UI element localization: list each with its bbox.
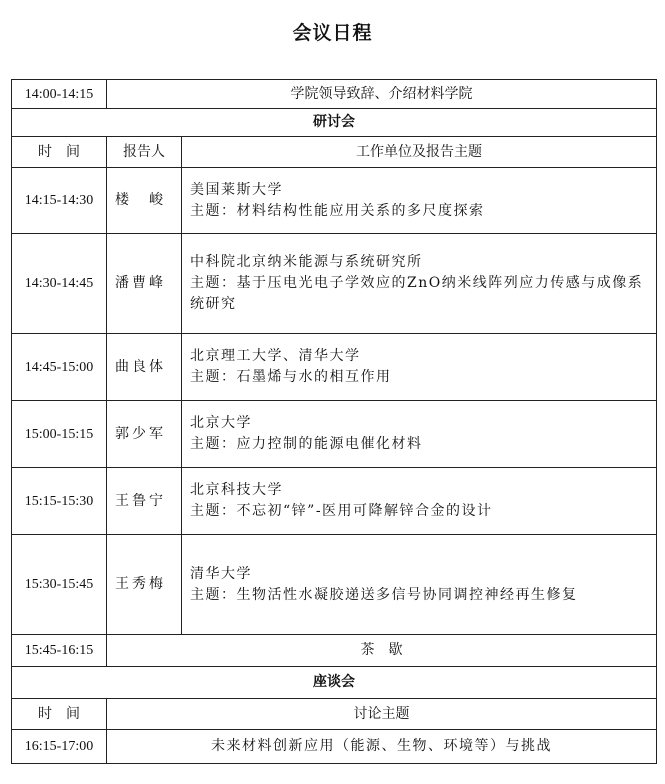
talk-topic: 主题：材料结构性能应用关系的多尺度探索	[190, 202, 485, 219]
table-row	[12, 468, 657, 535]
talk-details	[182, 535, 657, 635]
table-row	[12, 168, 657, 234]
talk-topic: 主题：石墨烯与水的相互作用	[190, 369, 392, 385]
schedule-table	[11, 79, 657, 764]
talk-speaker: 郭少军	[107, 401, 182, 468]
talk-time: 14:45-15:00	[12, 334, 107, 401]
talk-speaker: 潘曹峰	[107, 234, 182, 334]
talk-speaker: 楼 峻	[107, 168, 182, 234]
talk-time: 15:00-15:15	[12, 401, 107, 468]
forum-header-time: 时 间	[12, 699, 107, 730]
forum-header-topic: 讨论主题	[107, 699, 657, 730]
talk-details	[182, 168, 657, 234]
header-topic: 工作单位及报告主题	[182, 137, 657, 168]
table-row	[12, 535, 657, 635]
talk-details	[182, 234, 657, 334]
opening-time: 14:00-14:15	[12, 80, 107, 109]
forum-section-label: 座谈会	[12, 667, 657, 699]
break-row	[12, 635, 657, 667]
talk-org: 北京理工大学、清华大学	[190, 348, 361, 364]
opening-row	[12, 80, 657, 109]
header-time: 时 间	[12, 137, 107, 168]
section-row	[12, 109, 657, 137]
talk-org: 美国莱斯大学	[190, 181, 283, 198]
page-title: 会议日程	[292, 22, 373, 44]
talk-details	[182, 401, 657, 468]
talk-org: 北京科技大学	[190, 482, 283, 498]
break-time: 15:45-16:15	[12, 635, 107, 667]
header-speaker: 报告人	[107, 137, 182, 168]
forum-row	[12, 730, 657, 764]
talk-details	[182, 468, 657, 535]
talk-time: 14:30-14:45	[12, 234, 107, 334]
opening-content: 学院领导致辞、介绍材料学院	[107, 80, 657, 109]
talk-topic: 主题：基于压电光电子学效应的ZnO纳米线阵列应力传感与成像系统研究	[190, 275, 644, 312]
table-row	[12, 234, 657, 334]
talk-topic: 主题：生物活性水凝胶递送多信号协同调控神经再生修复	[190, 586, 578, 603]
symposium-section-label: 研讨会	[12, 109, 657, 137]
talk-org: 清华大学	[190, 565, 252, 582]
talk-speaker: 王秀梅	[107, 535, 182, 635]
table-row	[12, 401, 657, 468]
forum-time: 16:15-17:00	[12, 730, 107, 764]
talk-topic: 主题：应力控制的能源电催化材料	[190, 436, 423, 452]
forum-content: 未来材料创新应用（能源、生物、环境等）与挑战	[107, 730, 657, 764]
talk-time: 15:30-15:45	[12, 535, 107, 635]
talk-org: 北京大学	[190, 415, 252, 431]
header-row	[12, 699, 657, 730]
section-row	[12, 667, 657, 699]
talk-time: 14:15-14:30	[12, 168, 107, 234]
talk-details	[182, 334, 657, 401]
talk-org: 中科院北京纳米能源与系统研究所	[190, 254, 423, 270]
header-row	[12, 137, 657, 168]
talk-speaker: 曲良体	[107, 334, 182, 401]
break-content: 茶 歇	[107, 635, 657, 667]
talk-speaker: 王鲁宁	[107, 468, 182, 535]
table-row	[12, 334, 657, 401]
talk-topic: 主题：不忘初“锌”-医用可降解锌合金的设计	[190, 503, 493, 519]
talk-time: 15:15-15:30	[12, 468, 107, 535]
